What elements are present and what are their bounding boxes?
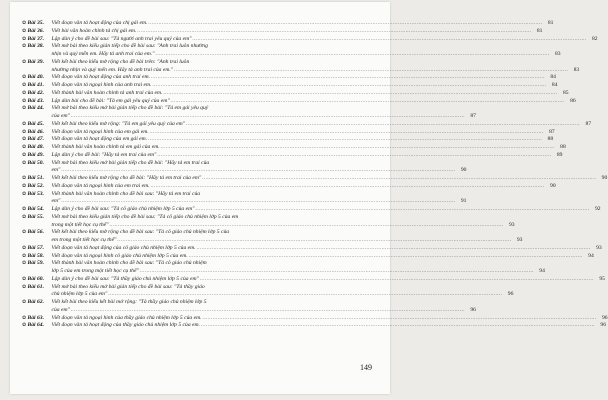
leader-dots (148, 20, 542, 28)
exercise-title (52, 160, 467, 176)
entry-page-number: 94 (539, 268, 545, 274)
exercise-title (52, 90, 569, 98)
entry-page-number: 91 (460, 198, 467, 205)
exercise-title (52, 105, 476, 121)
title-line: Lập dàn ý cho đề bài: "Hãy tả em trai của em" (51, 151, 157, 158)
exercise-title (52, 121, 592, 129)
leader-dots (117, 237, 511, 245)
leader-dots (71, 113, 465, 121)
flower-bullet-icon: ✿ (22, 27, 27, 34)
exercise-title (52, 175, 608, 183)
toc-entry (22, 283, 514, 300)
entry-page-number: 87 (549, 128, 555, 135)
title-line: Viết đoạn văn tả hoạt động của chị gái em. (51, 20, 148, 26)
flower-bullet-icon: ✿ (22, 213, 27, 220)
exercise-number: Bài 48. (27, 144, 44, 150)
title-line: Viết mở bài theo kiểu mở bài gián tiếp cho đề bài sau: "Tả thầy giáo (51, 283, 205, 290)
flower-bullet-icon: ✿ (22, 82, 27, 88)
toc-entry (22, 190, 467, 207)
leader-dots (163, 90, 557, 98)
exercise-title (52, 245, 602, 253)
leader-dots (189, 253, 583, 261)
toc-entry (22, 20, 554, 28)
title-line: Viết thành bài văn hoàn chỉnh tả anh trai của em. (51, 89, 163, 96)
exercise-number: Bài 55. (27, 213, 44, 220)
exercise-number: Bài 40. (27, 74, 44, 81)
title-line: Viết đoạn văn tả ngoại hình của em gái em. (51, 128, 149, 135)
exercise-number: Bài 52. (27, 182, 44, 189)
entry-page-number: 92 (594, 206, 601, 212)
exercise-title (52, 183, 556, 191)
leader-dots (152, 82, 546, 90)
exercise-title (52, 59, 580, 75)
entry-page-number: 84 (550, 74, 556, 81)
toc-entry (22, 105, 476, 121)
flower-bullet-icon: ✿ (22, 58, 27, 65)
flower-bullet-icon: ✿ (22, 182, 27, 189)
leader-dots (200, 276, 594, 284)
title-line: Viết đoạn văn tả ngoại hình của thầy giáo chủ nhiệm lớp 5 của em. (51, 314, 202, 321)
flower-bullet-icon: ✿ (22, 97, 27, 104)
toc-entry (22, 58, 580, 75)
entry-page-number: 96 (601, 314, 608, 321)
exercise-number: Bài 64. (27, 322, 44, 329)
exercise-title (52, 144, 566, 152)
exercise-title (52, 206, 601, 214)
flower-bullet-icon: ✿ (22, 74, 27, 81)
flower-bullet-icon: ✿ (22, 190, 27, 197)
leader-dots (148, 136, 542, 144)
exercise-number: Bài 54. (27, 206, 44, 212)
exercise-number: Bài 47. (27, 136, 44, 143)
leader-dots (197, 245, 591, 253)
title-line: Viết mở bài theo kiểu mở bài gián tiếp cho đề bài: "Tả em gái yêu quý (51, 105, 209, 112)
toc-entry (22, 136, 554, 144)
toc-entry (22, 120, 592, 129)
toc-entry (22, 43, 561, 59)
toc-entry (22, 74, 556, 82)
exercise-number: Bài 38. (27, 43, 44, 50)
exercise-title (52, 82, 558, 90)
exercise-title (52, 28, 543, 36)
page-number: 149 (360, 363, 372, 372)
toc-entry (22, 82, 558, 90)
exercise-title (52, 43, 561, 59)
toc-entry (22, 213, 515, 230)
title-line: trong một tiết học cụ thể" (51, 221, 109, 228)
leader-dots (193, 36, 587, 44)
exercise-number: Bài 41. (27, 82, 44, 88)
entry-page-number: 81 (547, 20, 554, 26)
title-line: Lập dàn ý cho đề bài sau: "Tả cô giáo chủ nhiệm lớp 5 của em" (51, 206, 195, 212)
flower-bullet-icon: ✿ (22, 252, 27, 259)
leader-dots (140, 268, 534, 276)
leader-dots (174, 67, 568, 75)
leader-dots (201, 322, 595, 330)
leader-dots (156, 51, 550, 59)
exercise-number: Bài 37. (27, 35, 44, 42)
exercise-number: Bài 58. (27, 252, 44, 259)
title-line: Lập dàn ý cho đề bài sau: "Tả thầy giáo chủ nhiệm lớp 5 của em" (51, 275, 199, 282)
title-line: lớp 5 của em trong một tiết học cụ thể" (51, 268, 139, 274)
exercise-number: Bài 57. (27, 244, 44, 251)
entry-page-number: 83 (554, 51, 561, 57)
flower-bullet-icon: ✿ (22, 314, 27, 321)
entry-page-number: 86 (570, 97, 576, 104)
entry-page-number: 83 (573, 66, 580, 73)
toc-entry (22, 151, 563, 160)
exercise-number: Bài 42. (27, 89, 44, 96)
flower-bullet-icon: ✿ (22, 229, 27, 236)
exercise-number: Bài 53. (27, 190, 44, 197)
table-of-contents (22, 20, 608, 330)
leader-dots (157, 152, 551, 160)
exercise-number: Bài 59. (27, 260, 44, 267)
toc-entry (22, 322, 606, 330)
flower-bullet-icon: ✿ (22, 260, 27, 267)
exercise-title (52, 260, 545, 276)
title-line: Viết kết bài theo kiểu mở rộng cho đề bài sau: "Tả cô giáo chủ nhiệm lớp 5 của (51, 229, 230, 236)
toc-entry (22, 206, 601, 214)
exercise-number: Bài 36. (27, 27, 44, 34)
book-page (10, 2, 608, 394)
flower-bullet-icon: ✿ (22, 136, 27, 143)
entry-page-number: 88 (547, 136, 554, 143)
toc-entry (22, 275, 605, 284)
entry-page-number: 93 (596, 244, 602, 251)
toc-entry (22, 175, 608, 183)
toc-entry (22, 89, 569, 98)
title-line: nhịn và quý mến em. Hãy tả anh trai của em." (51, 51, 155, 57)
exercise-number: Bài 51. (27, 175, 44, 181)
flower-bullet-icon: ✿ (22, 35, 27, 42)
entry-page-number: 93 (508, 221, 515, 228)
title-line: Viết đoạn văn tả ngoại hình của em trai em. (51, 182, 150, 189)
entry-page-number: 82 (591, 35, 598, 42)
toc-entry (22, 27, 543, 36)
exercise-title (52, 299, 476, 315)
flower-bullet-icon: ✿ (22, 244, 27, 251)
toc-entry (22, 260, 545, 276)
exercise-number: Bài 50. (27, 159, 44, 166)
flower-bullet-icon: ✿ (22, 159, 27, 166)
exercise-number: Bài 62. (27, 299, 44, 305)
title-line: của em" (51, 113, 70, 119)
exercise-number: Bài 63. (27, 314, 44, 321)
flower-bullet-icon: ✿ (22, 105, 27, 112)
title-line: Viết bài văn hoàn chỉnh tả chị gái em. (51, 27, 137, 34)
flower-bullet-icon: ✿ (22, 20, 27, 26)
leader-dots (71, 307, 465, 315)
entry-page-number: 84 (551, 82, 558, 88)
leader-dots (137, 28, 531, 36)
title-line: em" (51, 167, 61, 174)
title-line: Viết thành bài văn hoàn chỉnh tả em gái của em. (51, 144, 160, 150)
title-line: Viết kết bài theo kiểu mở rộng cho đề bài trên: "Anh trai luôn (51, 58, 190, 65)
exercise-title (52, 191, 467, 207)
exercise-title (52, 229, 523, 245)
entry-page-number: 90 (601, 175, 608, 181)
toc-entry (22, 144, 566, 152)
exercise-number: Bài 45. (27, 120, 44, 127)
title-line: Viết kết bài theo kiểu kết bài mở rộng: "Tả thầy giáo chủ nhiệm lớp 5 (51, 299, 207, 305)
flower-bullet-icon: ✿ (22, 283, 27, 290)
leader-dots (203, 315, 597, 323)
title-line: Viết đoạn văn tả hoạt động của thầy giáo chủ nhiệm lớp 5 của em. (51, 322, 200, 329)
leader-dots (186, 121, 580, 129)
title-line: Viết kết bài theo kiểu mở rộng cho đề bài: "Hãy tả em trai của em" (51, 175, 202, 181)
title-line: Viết mở bài theo kiểu mở bài gián tiếp cho đề bài: "Hãy tả em trai của (51, 159, 210, 166)
title-line: em trong một tiết học cụ thể" (51, 237, 117, 243)
exercise-title (52, 322, 607, 330)
exercise-title (52, 214, 515, 230)
flower-bullet-icon: ✿ (22, 128, 27, 135)
entry-page-number: 89 (556, 151, 563, 158)
entry-page-number: 94 (588, 252, 594, 259)
exercise-title (52, 136, 554, 144)
leader-dots (61, 167, 455, 175)
entry-page-number: 81 (536, 27, 543, 34)
flower-bullet-icon: ✿ (22, 89, 27, 96)
flower-bullet-icon: ✿ (22, 206, 27, 212)
flower-bullet-icon: ✿ (22, 322, 27, 329)
exercise-number: Bài 61. (27, 283, 44, 290)
title-line: Viết đoạn văn tả ngoại hình cô giáo chủ nhiệm lớp 5 của em. (51, 252, 188, 259)
leader-dots (108, 291, 502, 299)
toc-entry (22, 229, 523, 245)
flower-bullet-icon: ✿ (22, 299, 27, 305)
entry-page-number: 90 (460, 167, 467, 174)
exercise-title (52, 276, 605, 284)
title-line: Viết đoạn văn tả hoạt động của em gái em. (51, 136, 148, 143)
exercise-title (52, 74, 556, 82)
exercise-number: Bài 44. (27, 105, 44, 112)
title-line: Lập dàn ý cho đề bài sau: "Tả người anh trai yêu quý của em" (51, 35, 192, 42)
title-line: Viết thành bài văn hoàn chỉnh cho đề bài sau: "Tả cô giáo chủ nhiệm (51, 260, 207, 267)
title-line: Viết mở bài theo kiểu gián tiếp cho đề bài sau: "Anh trai luôn nhường (51, 43, 208, 50)
exercise-title (52, 152, 563, 160)
entry-page-number: 87 (470, 113, 476, 119)
entry-page-number: 96 (507, 291, 514, 298)
entry-page-number: 90 (550, 182, 556, 189)
toc-entry (22, 159, 467, 176)
title-line: Viết kết bài theo kiểu mở rộng: "Tả em gái yêu quý của em" (51, 120, 186, 127)
title-line: Lập dàn bài cho đề bài: "Tả em gái yêu quý của em" (51, 97, 170, 104)
title-line: Viết đoạn văn tả hoạt động của anh trai em. (51, 74, 150, 81)
leader-dots (151, 74, 545, 82)
leader-dots (61, 198, 455, 206)
title-line: Viết mở bài theo kiểu gián tiếp cho đề bài sau: "Tả cô giáo chủ nhiệm lớp 5 của em (51, 213, 239, 220)
leader-dots (150, 129, 544, 137)
entry-page-number: 96 (600, 322, 606, 329)
title-line: Viết thành bài văn hoàn chỉnh cho đề bài sau: "Hãy tả em trai của (51, 190, 201, 197)
flower-bullet-icon: ✿ (22, 43, 27, 50)
flower-bullet-icon: ✿ (22, 175, 27, 181)
flower-bullet-icon: ✿ (22, 144, 27, 150)
exercise-title (52, 20, 554, 28)
exercise-number: Bài 46. (27, 128, 44, 135)
exercise-number: Bài 35. (27, 20, 44, 26)
flower-bullet-icon: ✿ (22, 120, 27, 127)
flower-bullet-icon: ✿ (22, 275, 27, 282)
entry-page-number: 88 (560, 144, 566, 150)
title-line: của em" (51, 306, 70, 313)
leader-dots (151, 183, 545, 191)
entry-page-number: 93 (516, 237, 523, 243)
leader-dots (161, 144, 555, 152)
title-line: Viết đoạn văn tả hoạt động của cô giáo chủ nhiệm lớp 5 của em. (51, 244, 196, 251)
title-line: em" (51, 198, 61, 205)
leader-dots (196, 206, 590, 214)
entry-page-number: 85 (562, 89, 569, 96)
entry-page-number: 87 (585, 120, 592, 127)
exercise-number: Bài 39. (27, 58, 44, 65)
exercise-number: Bài 49. (27, 151, 44, 158)
title-line: nhường nhịn và quý mến em. Hãy tả anh trai của em." (51, 66, 174, 73)
flower-bullet-icon: ✿ (22, 151, 27, 158)
exercise-number: Bài 43. (27, 97, 44, 104)
toc-entry (22, 299, 476, 315)
leader-dots (202, 175, 596, 183)
title-line: chủ nhiệm lớp 5 của em" (51, 291, 108, 298)
leader-dots (171, 98, 565, 106)
entry-page-number: 96 (470, 306, 476, 313)
entry-page-number: 95 (599, 275, 605, 282)
exercise-number: Bài 56. (27, 229, 44, 236)
toc-entry (22, 182, 556, 191)
toc-entry (22, 244, 602, 253)
title-line: Viết đoạn văn tả ngoại hình của anh trai em. (51, 82, 152, 88)
exercise-number: Bài 60. (27, 275, 44, 282)
exercise-title (52, 284, 514, 300)
